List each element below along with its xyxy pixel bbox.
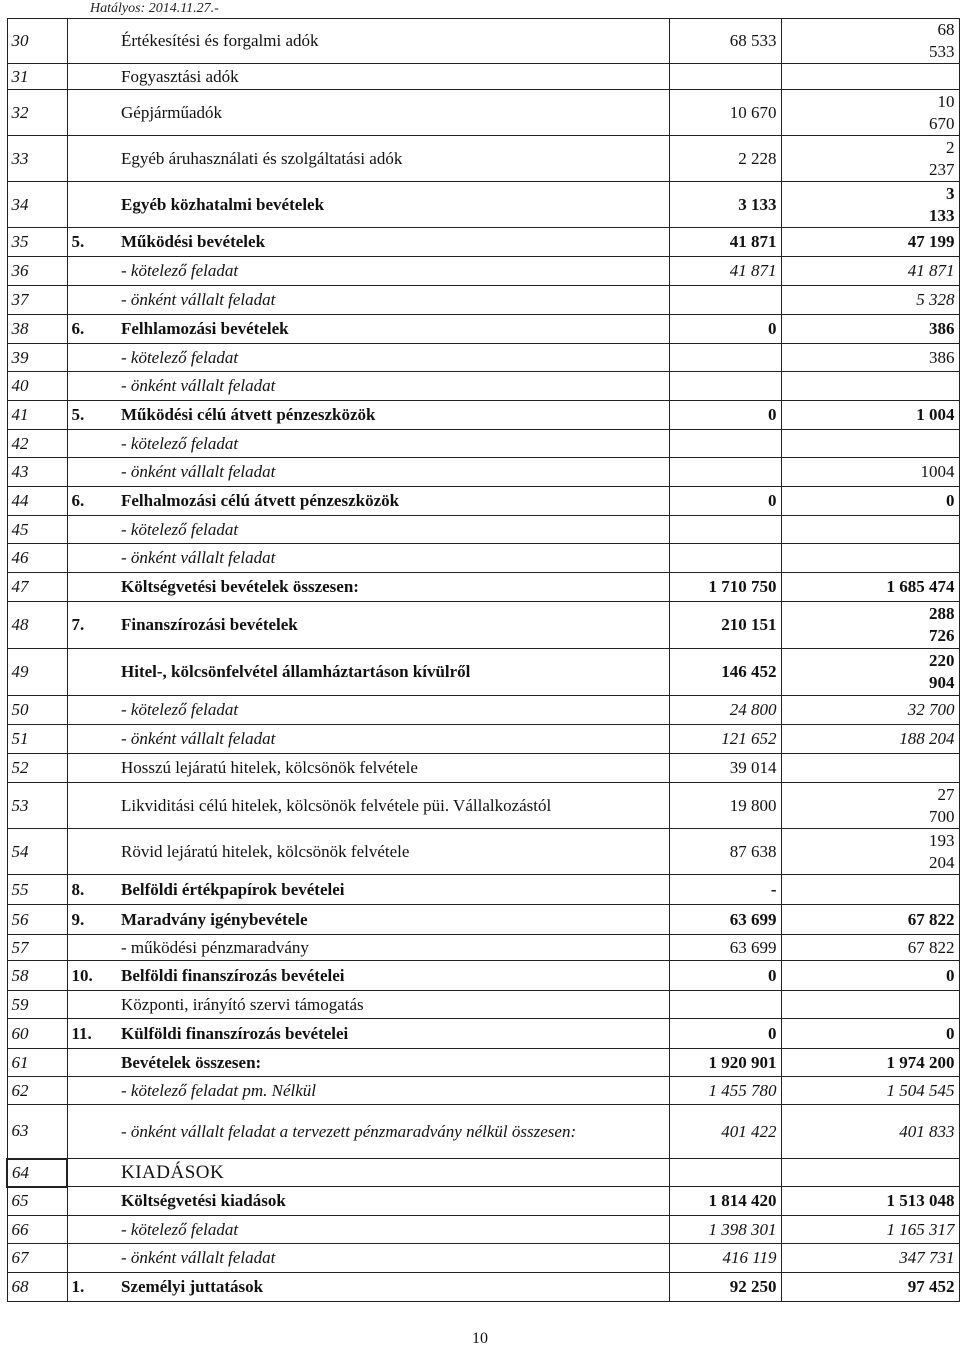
row-number: 31: [7, 64, 67, 90]
table-row: [7, 487, 959, 516]
row-number: 32: [7, 90, 67, 136]
section-number: [67, 649, 117, 696]
row-label: Felhlamozási bevételek: [117, 315, 669, 344]
section-number: [67, 829, 117, 875]
row-number: 46: [7, 544, 67, 573]
section-number: [67, 286, 117, 315]
table-row: [7, 1159, 959, 1187]
table-row: [7, 725, 959, 754]
value-original: [669, 430, 781, 458]
row-label: Bevételek összesen:: [117, 1049, 669, 1077]
row-number: 36: [7, 257, 67, 286]
row-number: 49: [7, 649, 67, 696]
row-label: - kötelező feladat: [117, 430, 669, 458]
table-row: [7, 1019, 959, 1049]
table-row: [7, 905, 959, 935]
value-modified: 67 822: [781, 935, 959, 961]
value-original: [669, 458, 781, 487]
row-label: KIADÁSOK: [117, 1159, 669, 1187]
value-modified: [781, 875, 959, 905]
table-row: [7, 64, 959, 90]
value-modified: [781, 64, 959, 90]
table-row: [7, 829, 959, 875]
value-modified: 1 165 317: [781, 1216, 959, 1244]
row-label: - kötelező feladat: [117, 1216, 669, 1244]
value-original: 87 638: [669, 829, 781, 875]
row-label: Belföldi finanszírozás bevételei: [117, 961, 669, 991]
section-number: 5.: [67, 401, 117, 430]
value-original: [669, 991, 781, 1019]
row-number: 67: [7, 1244, 67, 1273]
row-label: Finanszírozási bevételek: [117, 602, 669, 649]
table-row: [7, 1244, 959, 1273]
value-modified: [781, 1159, 959, 1187]
row-number: 61: [7, 1049, 67, 1077]
value-modified: [781, 754, 959, 783]
row-label: Működési célú átvett pénzeszközök: [117, 401, 669, 430]
value-modified: [781, 372, 959, 401]
table-row: [7, 458, 959, 487]
table-row: [7, 1105, 959, 1159]
row-label: Személyi juttatások: [117, 1273, 669, 1302]
section-number: [67, 372, 117, 401]
section-number: [67, 935, 117, 961]
table-row: [7, 875, 959, 905]
section-number: 8.: [67, 875, 117, 905]
value-modified: 188 204: [781, 725, 959, 754]
section-number: [67, 90, 117, 136]
row-number: 52: [7, 754, 67, 783]
section-number: 6.: [67, 487, 117, 516]
section-number: [67, 430, 117, 458]
row-number: 35: [7, 228, 67, 257]
value-original: 41 871: [669, 257, 781, 286]
table-row: [7, 991, 959, 1019]
value-modified: 386: [781, 315, 959, 344]
table-row: [7, 696, 959, 725]
table-row: [7, 1049, 959, 1077]
row-number: 43: [7, 458, 67, 487]
section-number: [67, 344, 117, 372]
row-number: 54: [7, 829, 67, 875]
section-number: 1.: [67, 1273, 117, 1302]
row-number: 33: [7, 136, 67, 182]
table-row: [7, 228, 959, 257]
row-label: - önként vállalt feladat: [117, 286, 669, 315]
section-number: [67, 516, 117, 544]
table-row: [7, 430, 959, 458]
row-number: 30: [7, 19, 67, 64]
section-number: [67, 136, 117, 182]
value-modified: 386: [781, 344, 959, 372]
value-original: 1 814 420: [669, 1187, 781, 1216]
section-number: [67, 182, 117, 228]
value-modified: 288 726: [781, 602, 959, 649]
row-number: 45: [7, 516, 67, 544]
row-number: 47: [7, 573, 67, 602]
row-label: Rövid lejáratú hitelek, kölcsönök felvétele: [117, 829, 669, 875]
value-original: 210 151: [669, 602, 781, 649]
row-number: 68: [7, 1273, 67, 1302]
value-original: -: [669, 875, 781, 905]
section-number: [67, 1187, 117, 1216]
value-original: [669, 516, 781, 544]
row-label: - önként vállalt feladat: [117, 544, 669, 573]
value-modified: 0: [781, 1019, 959, 1049]
section-number: [67, 458, 117, 487]
value-original: [669, 1159, 781, 1187]
value-original: 0: [669, 401, 781, 430]
row-label: Hitel-, kölcsönfelvétel államháztartáson kívülről: [117, 649, 669, 696]
section-number: [67, 754, 117, 783]
row-label: Fogyasztási adók: [117, 64, 669, 90]
row-label: Hosszú lejáratú hitelek, kölcsönök felvétele: [117, 754, 669, 783]
row-number: 66: [7, 1216, 67, 1244]
section-number: [67, 19, 117, 64]
value-original: [669, 286, 781, 315]
row-label: - kötelező feladat: [117, 257, 669, 286]
section-number: [67, 1077, 117, 1105]
value-modified: [781, 991, 959, 1019]
row-label: Likviditási célú hitelek, kölcsönök felvétele püi. Vállalkozástól: [117, 783, 669, 829]
value-modified: 2 237: [781, 136, 959, 182]
row-number: 63: [7, 1105, 67, 1159]
row-label: Belföldi értékpapírok bevételei: [117, 875, 669, 905]
value-modified: 1 974 200: [781, 1049, 959, 1077]
row-number: 60: [7, 1019, 67, 1049]
row-label: Maradvány igénybevétele: [117, 905, 669, 935]
section-number: [67, 725, 117, 754]
value-modified: 27 700: [781, 783, 959, 829]
row-label: Működési bevételek: [117, 228, 669, 257]
value-modified: 0: [781, 961, 959, 991]
row-number: 48: [7, 602, 67, 649]
table-row: [7, 783, 959, 829]
value-modified: 3 133: [781, 182, 959, 228]
section-number: 10.: [67, 961, 117, 991]
row-label: - önként vállalt feladat: [117, 1244, 669, 1273]
row-number: 65: [7, 1187, 67, 1216]
value-modified: [781, 516, 959, 544]
value-original: 0: [669, 315, 781, 344]
row-label: - önként vállalt feladat a tervezett pénzmaradvány nélkül összesen:: [117, 1105, 669, 1159]
value-original: 0: [669, 961, 781, 991]
value-modified: [781, 544, 959, 573]
value-modified: 1 513 048: [781, 1187, 959, 1216]
table-row: [7, 136, 959, 182]
row-number: 62: [7, 1077, 67, 1105]
section-number: [67, 1244, 117, 1273]
section-number: [67, 1159, 117, 1187]
table-row: [7, 961, 959, 991]
table-row: [7, 649, 959, 696]
row-label: Egyéb áruhasználati és szolgáltatási adók: [117, 136, 669, 182]
value-modified: 10 670: [781, 90, 959, 136]
row-number: 42: [7, 430, 67, 458]
table-row: [7, 19, 959, 64]
value-original: 0: [669, 1019, 781, 1049]
table-row: [7, 1273, 959, 1302]
section-number: 9.: [67, 905, 117, 935]
row-number: 40: [7, 372, 67, 401]
value-original: [669, 544, 781, 573]
section-number: [67, 991, 117, 1019]
value-original: 146 452: [669, 649, 781, 696]
row-number: 53: [7, 783, 67, 829]
section-number: 7.: [67, 602, 117, 649]
value-original: 1 710 750: [669, 573, 781, 602]
row-number: 55: [7, 875, 67, 905]
value-modified: 193 204: [781, 829, 959, 875]
value-original: 401 422: [669, 1105, 781, 1159]
table-row: [7, 573, 959, 602]
table-row: [7, 1077, 959, 1105]
row-label: Értékesítési és forgalmi adók: [117, 19, 669, 64]
value-original: 39 014: [669, 754, 781, 783]
row-number: 64: [7, 1159, 67, 1187]
value-original: 1 455 780: [669, 1077, 781, 1105]
table-row: [7, 344, 959, 372]
value-original: 24 800: [669, 696, 781, 725]
section-number: 6.: [67, 315, 117, 344]
table-row: [7, 602, 959, 649]
value-original: 41 871: [669, 228, 781, 257]
table-row: [7, 372, 959, 401]
section-number: [67, 1105, 117, 1159]
row-label: - működési pénzmaradvány: [117, 935, 669, 961]
value-modified: 32 700: [781, 696, 959, 725]
row-number: 34: [7, 182, 67, 228]
value-modified: 67 822: [781, 905, 959, 935]
value-original: 3 133: [669, 182, 781, 228]
row-number: 37: [7, 286, 67, 315]
row-number: 39: [7, 344, 67, 372]
section-number: [67, 783, 117, 829]
value-modified: 97 452: [781, 1273, 959, 1302]
value-modified: [781, 430, 959, 458]
row-label: Felhalmozási célú átvett pénzeszközök: [117, 487, 669, 516]
table-row: [7, 754, 959, 783]
value-original: [669, 344, 781, 372]
value-original: 1 398 301: [669, 1216, 781, 1244]
value-modified: 0: [781, 487, 959, 516]
value-original: 1 920 901: [669, 1049, 781, 1077]
row-label: Gépjárműadók: [117, 90, 669, 136]
section-number: [67, 1216, 117, 1244]
value-original: 0: [669, 487, 781, 516]
row-label: Egyéb közhatalmi bevételek: [117, 182, 669, 228]
row-label: - önként vállalt feladat: [117, 458, 669, 487]
validity-header: Hatályos: 2014.11.27.-: [90, 1, 219, 16]
row-label: Költségvetési bevételek összesen:: [117, 573, 669, 602]
section-number: [67, 544, 117, 573]
row-label: - önként vállalt feladat: [117, 725, 669, 754]
page-number: 10: [472, 1330, 488, 1347]
section-number: 5.: [67, 228, 117, 257]
value-modified: 1004: [781, 458, 959, 487]
value-modified: 1 504 545: [781, 1077, 959, 1105]
value-original: 416 119: [669, 1244, 781, 1273]
value-modified: 5 328: [781, 286, 959, 315]
value-original: 2 228: [669, 136, 781, 182]
section-number: [67, 1049, 117, 1077]
row-number: 59: [7, 991, 67, 1019]
row-label: - kötelező feladat: [117, 696, 669, 725]
value-original: 92 250: [669, 1273, 781, 1302]
row-number: 38: [7, 315, 67, 344]
value-original: [669, 372, 781, 401]
value-modified: 347 731: [781, 1244, 959, 1273]
table-row: [7, 544, 959, 573]
row-label: - kötelező feladat: [117, 344, 669, 372]
value-modified: 401 833: [781, 1105, 959, 1159]
value-modified: 68 533: [781, 19, 959, 64]
row-number: 56: [7, 905, 67, 935]
table-row: [7, 1187, 959, 1216]
row-number: 50: [7, 696, 67, 725]
section-number: 11.: [67, 1019, 117, 1049]
value-modified: 1 685 474: [781, 573, 959, 602]
value-original: 121 652: [669, 725, 781, 754]
budget-table: [6, 18, 960, 1302]
section-number: [67, 573, 117, 602]
table-row: [7, 315, 959, 344]
value-modified: 41 871: [781, 257, 959, 286]
row-label: - kötelező feladat pm. Nélkül: [117, 1077, 669, 1105]
row-number: 58: [7, 961, 67, 991]
section-number: [67, 696, 117, 725]
row-label: Központi, irányító szervi támogatás: [117, 991, 669, 1019]
budget-table-body: [7, 19, 959, 1302]
value-original: [669, 64, 781, 90]
table-row: [7, 90, 959, 136]
table-row: [7, 935, 959, 961]
value-modified: 47 199: [781, 228, 959, 257]
table-row: [7, 182, 959, 228]
row-number: 41: [7, 401, 67, 430]
row-label: - önként vállalt feladat: [117, 372, 669, 401]
section-number: [67, 64, 117, 90]
value-modified: 1 004: [781, 401, 959, 430]
value-original: 63 699: [669, 905, 781, 935]
value-original: 10 670: [669, 90, 781, 136]
value-original: 68 533: [669, 19, 781, 64]
row-number: 44: [7, 487, 67, 516]
table-row: [7, 516, 959, 544]
row-number: 51: [7, 725, 67, 754]
table-row: [7, 1216, 959, 1244]
table-row: [7, 401, 959, 430]
section-number: [67, 257, 117, 286]
value-original: 19 800: [669, 783, 781, 829]
row-label: Költségvetési kiadások: [117, 1187, 669, 1216]
value-modified: 220 904: [781, 649, 959, 696]
row-label: - kötelező feladat: [117, 516, 669, 544]
value-original: 63 699: [669, 935, 781, 961]
row-number: 57: [7, 935, 67, 961]
table-row: [7, 286, 959, 315]
row-label: Külföldi finanszírozás bevételei: [117, 1019, 669, 1049]
table-row: [7, 257, 959, 286]
